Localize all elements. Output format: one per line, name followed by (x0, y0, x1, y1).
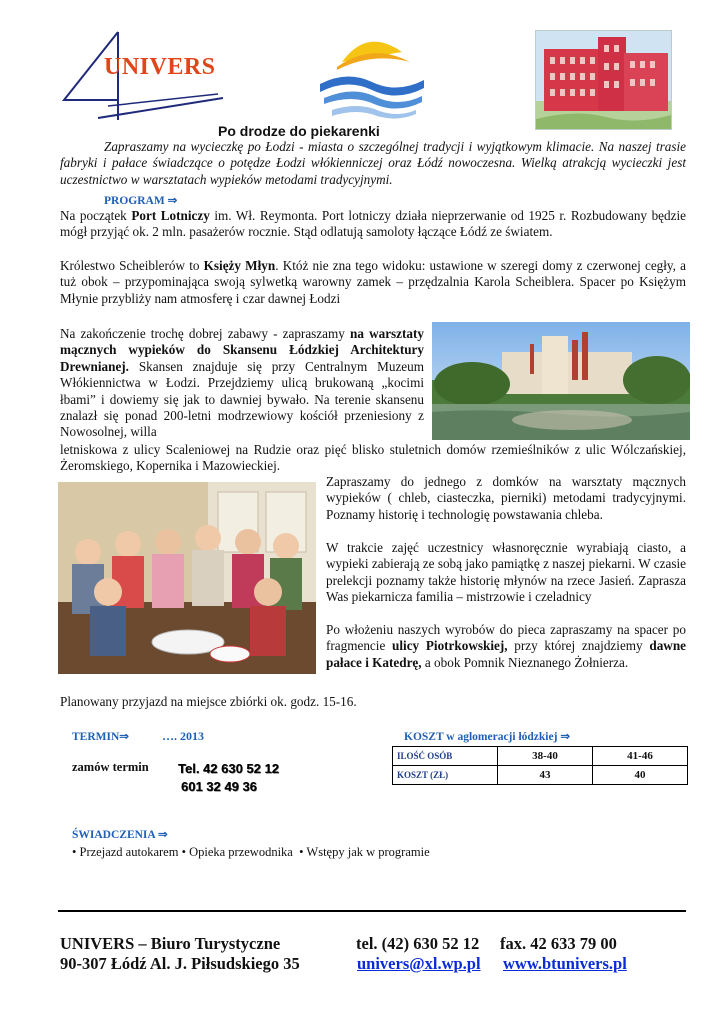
p4-text: Zapraszamy do jednego z domków na warsztaty mącznych wypieków ( chleb, ciasteczka, pierniki) metodami tradycyjnymi. Poznamy historię i technologię powstawania chleba. (326, 474, 686, 522)
termin-text: TERMIN (72, 731, 120, 743)
footer-tel: tel. (42) 630 52 12 (356, 934, 480, 953)
footer-address: 90-307 Łódź Al. J. Piłsudskiego 35 (60, 954, 300, 973)
skansen-paragraph (60, 326, 424, 441)
baking-paragraph (326, 540, 686, 606)
benefits-label (72, 827, 168, 841)
p2-ksiezy-mlyn: Księży Młyn (203, 258, 276, 273)
cost-table-row (393, 766, 688, 785)
sun-wave-logo (312, 22, 432, 122)
workshop-photo (58, 482, 316, 674)
footer-fax: fax. 42 633 79 00 (500, 934, 617, 953)
p3-workshops: na warsztaty mącznych wypieków do Skansenu Łódzkiej Architektury Drewnianej. (60, 326, 425, 374)
sun-wave-icon (312, 22, 432, 122)
benefits-list (72, 845, 430, 860)
ksiezy-mlyn-paragraph (60, 258, 686, 307)
intro-text: Zapraszamy na wycieczkę po Łodzi - miasta o szczególnej tradycji i wyjątkowym klimacie. Na naszej trasie fabryki i pałace świadczące o potędze Łodzi włókienniczej oraz Łódź nowoczesna. Wielką atrakcją wycieczki jest uczestnictwo w warsztatach wypieków metodami tradycyjnymi. (60, 139, 686, 187)
benefit-item: Wstępy jak w programie (306, 845, 430, 859)
cost-cell: 40 (593, 766, 688, 785)
cost-table (392, 746, 688, 785)
order-phone-2[interactable]: 601 32 49 36 (181, 779, 257, 794)
p3-text-d: letniskowa z ulicy Scaleniowej na Rudzie oraz pięć blisko stuletnich domów rzemieślników z ulic Wólczańskiej, Żeromskiego, Kopernika i Mazowieckiej. (60, 442, 686, 474)
termin-label (72, 729, 129, 743)
termin-value: …. 2013 (162, 729, 204, 743)
skansen-paragraph-cont (60, 442, 686, 475)
p3-text-c: Skansen znajduje się przy Centralnym Muzeum Włókiennictwa w Łodzi. Przejdziemy ulicą brukowaną „kocimi łbami” i dowiemy się jak to dawniej bywało. Na terenie skansenu znalazł się ponad 200-letni modrzewiowy kościół przeniesiony z Nowosolnej, willa (60, 358, 424, 440)
cost-cell: 38-40 (498, 747, 593, 766)
order-phone-1[interactable]: Tel. 42 630 52 12 (178, 761, 279, 776)
piotrkowska-paragraph (326, 622, 686, 671)
program-label (104, 193, 177, 207)
cost-table-row (393, 747, 688, 766)
cost-label (404, 729, 570, 743)
cost-cell: 41-46 (593, 747, 688, 766)
benefit-item: Przejazd autokarem (79, 845, 179, 859)
workshop-paragraph (326, 474, 686, 523)
bullet-icon: • (72, 845, 77, 859)
p5-text: W trakcie zajęć uczestnicy własnoręcznie wyrabiają ciasto, a wypieki zabierają ze sobą jako pamiątkę z naszej piekarni. W czasie prelekcji poznamy także historię młynów na rzece Jasień. Zaprasza Was piekarnicza familia – mistrzowie i czeladnicy (326, 540, 686, 605)
planned-arrival: Planowany przyjazd na miejsce zbiórki ok. godz. 15-16. (60, 694, 357, 709)
footer-company: UNIVERS – Biuro Turystyczne (60, 934, 281, 953)
p1-airport: Port Lotniczy (131, 208, 210, 223)
logo-text: UNIVERS (104, 54, 216, 80)
p6-palaces: dawne pałace i Katedrę, (326, 638, 687, 670)
arrow-right-icon: ⇒ (157, 829, 168, 841)
footer-divider (58, 910, 686, 912)
arrow-right-icon: ⇒ (167, 195, 178, 207)
cost-cell: ILOŚĆ OSÓB (393, 747, 498, 766)
factory-illustration (535, 30, 672, 130)
cost-cell: 43 (498, 766, 593, 785)
page-title: Po drodze do piekarenki (218, 123, 380, 139)
program-text: PROGRAM (104, 195, 165, 207)
intro-paragraph (60, 139, 686, 188)
benefits-text: ŚWIADCZENIA (72, 829, 156, 841)
order-label: zamów termin (72, 760, 149, 774)
p6-text-a: Po włożeniu naszych wyrobów do pieca zapraszamy na spacer po fragmencie (326, 622, 686, 654)
p2-text-a: Królestwo Scheiblerów to (60, 258, 204, 273)
arrow-right-icon: ⇒ (560, 731, 570, 743)
p6-street: ulicy Piotrkowskiej, (392, 638, 508, 654)
arrow-right-icon: ⇒ (119, 731, 129, 743)
airport-paragraph (60, 208, 686, 241)
p1-text-a: Na początek (60, 208, 132, 223)
cost-cell: KOSZT (ZŁ) (393, 766, 498, 785)
p1-text-c: im. Wł. Reymonta. Port lotniczy działa nieprzerwanie od 1925 r. Rozbudowany będzie mógł przyjąć ok. 2 mln. pasażerów rocznie. Stąd odlatują samoloty łączące Łódź ze światem. (60, 208, 686, 240)
p3-text-a: Na zakończenie trochę dobrej zabawy - zapraszamy (60, 326, 351, 341)
bullet-icon: • (181, 845, 186, 859)
p2-text-c: . Któż nie zna tego widoku: ustawione w szeregi domy z czerwonej cegły, a tuż obok – przypominająca swoją sylwetką warowny zamek – przędzalnia Karola Scheiblera. Spacer po Księżym Młynie przybliży nam atmosferę i czar dawnej Łodzi (60, 258, 686, 306)
p6-text-c: przy której znajdziemy (507, 638, 650, 654)
footer-email-link[interactable]: univers@xl.wp.pl (357, 954, 481, 973)
univers-logo (58, 20, 228, 125)
bullet-icon: • (299, 845, 304, 859)
benefit-item: Opieka przewodnika (189, 845, 293, 859)
footer-website-link[interactable]: www.btunivers.pl (503, 954, 627, 973)
cost-text: KOSZT w aglomeracji łódzkiej (404, 731, 558, 743)
p6-text-e: a obok Pomnik Nieznanego Żołnierza. (421, 654, 629, 670)
museum-photo (432, 322, 690, 440)
